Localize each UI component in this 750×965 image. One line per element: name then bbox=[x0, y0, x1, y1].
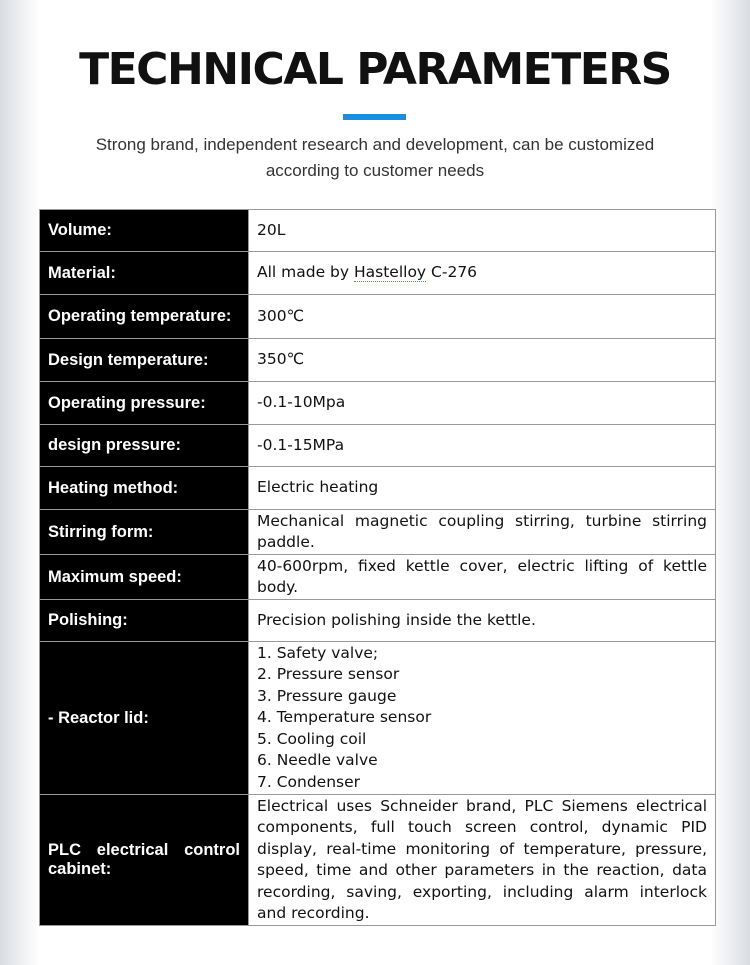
spec-label: Stirring form: bbox=[40, 510, 249, 555]
list-item: 5. Cooling coil bbox=[257, 729, 367, 748]
table-row bbox=[40, 339, 716, 382]
spec-value: 40-600rpm, fixed kettle cover, electric lifting of kettle body. bbox=[249, 555, 716, 600]
spec-value: 20L bbox=[249, 210, 716, 252]
title-accent-bar bbox=[343, 114, 406, 120]
value-prefix: All made by bbox=[257, 263, 354, 282]
spec-label: Heating method: bbox=[40, 467, 249, 510]
table-row bbox=[40, 425, 716, 467]
spec-value bbox=[249, 642, 716, 795]
spec-value: Electric heating bbox=[249, 467, 716, 510]
list-item: 4. Temperature sensor bbox=[257, 708, 432, 727]
technical-parameters-table bbox=[39, 209, 716, 926]
table-row bbox=[40, 295, 716, 339]
spec-value: -0.1-15MPa bbox=[249, 425, 716, 467]
table-row bbox=[40, 555, 716, 600]
list-item: 2. Pressure sensor bbox=[257, 665, 400, 684]
list-item: 7. Condenser bbox=[257, 772, 361, 791]
subtitle-line-1: Strong brand, independent research and development, can be customized bbox=[95, 135, 655, 154]
spec-label: Polishing: bbox=[40, 600, 249, 642]
list-item: 1. Safety valve; bbox=[257, 643, 379, 662]
hastelloy-link[interactable]: Hastelloy bbox=[353, 263, 427, 282]
spec-value bbox=[249, 252, 716, 295]
table-row bbox=[40, 510, 716, 555]
spec-label: Volume: bbox=[40, 210, 249, 252]
spec-value: 300℃ bbox=[249, 295, 716, 339]
page-subtitle bbox=[85, 132, 665, 184]
spec-label: Design temperature: bbox=[40, 339, 249, 382]
spec-value: Precision polishing inside the kettle. bbox=[249, 600, 716, 642]
spec-value: 350℃ bbox=[249, 339, 716, 382]
spec-label: PLC electrical control cabinet: bbox=[40, 795, 249, 926]
spec-value: Electrical uses Schneider brand, PLC Siemens electrical components, full touch screen control, dynamic PID display, real-time monitoring of temperature, pressure, speed, time and other parameters in the reaction, data recording, saving, exporting, including alarm interlock and recording. bbox=[249, 795, 716, 926]
spec-value: Mechanical magnetic coupling stirring, turbine stirring paddle. bbox=[249, 510, 716, 555]
page-title: TECHNICAL PARAMETERS bbox=[79, 44, 671, 95]
list-item: 6. Needle valve bbox=[257, 751, 378, 770]
subtitle-line-2: according to customer needs bbox=[265, 161, 485, 180]
spec-label: design pressure: bbox=[40, 425, 249, 467]
spec-value: -0.1-10Mpa bbox=[249, 382, 716, 425]
table-row bbox=[40, 252, 716, 295]
spec-label: Maximum speed: bbox=[40, 555, 249, 600]
table-row bbox=[40, 210, 716, 252]
list-item: 3. Pressure gauge bbox=[257, 686, 397, 705]
spec-label: - Reactor lid: bbox=[40, 642, 249, 795]
value-suffix: C-276 bbox=[426, 263, 478, 282]
spec-label: Material: bbox=[40, 252, 249, 295]
spec-label: Operating pressure: bbox=[40, 382, 249, 425]
table-row bbox=[40, 382, 716, 425]
table-row bbox=[40, 600, 716, 642]
spec-label: Operating temperature: bbox=[40, 295, 249, 339]
table-row bbox=[40, 642, 716, 795]
table-row bbox=[40, 467, 716, 510]
reactor-lid-list bbox=[257, 643, 707, 794]
table-row bbox=[40, 795, 716, 926]
